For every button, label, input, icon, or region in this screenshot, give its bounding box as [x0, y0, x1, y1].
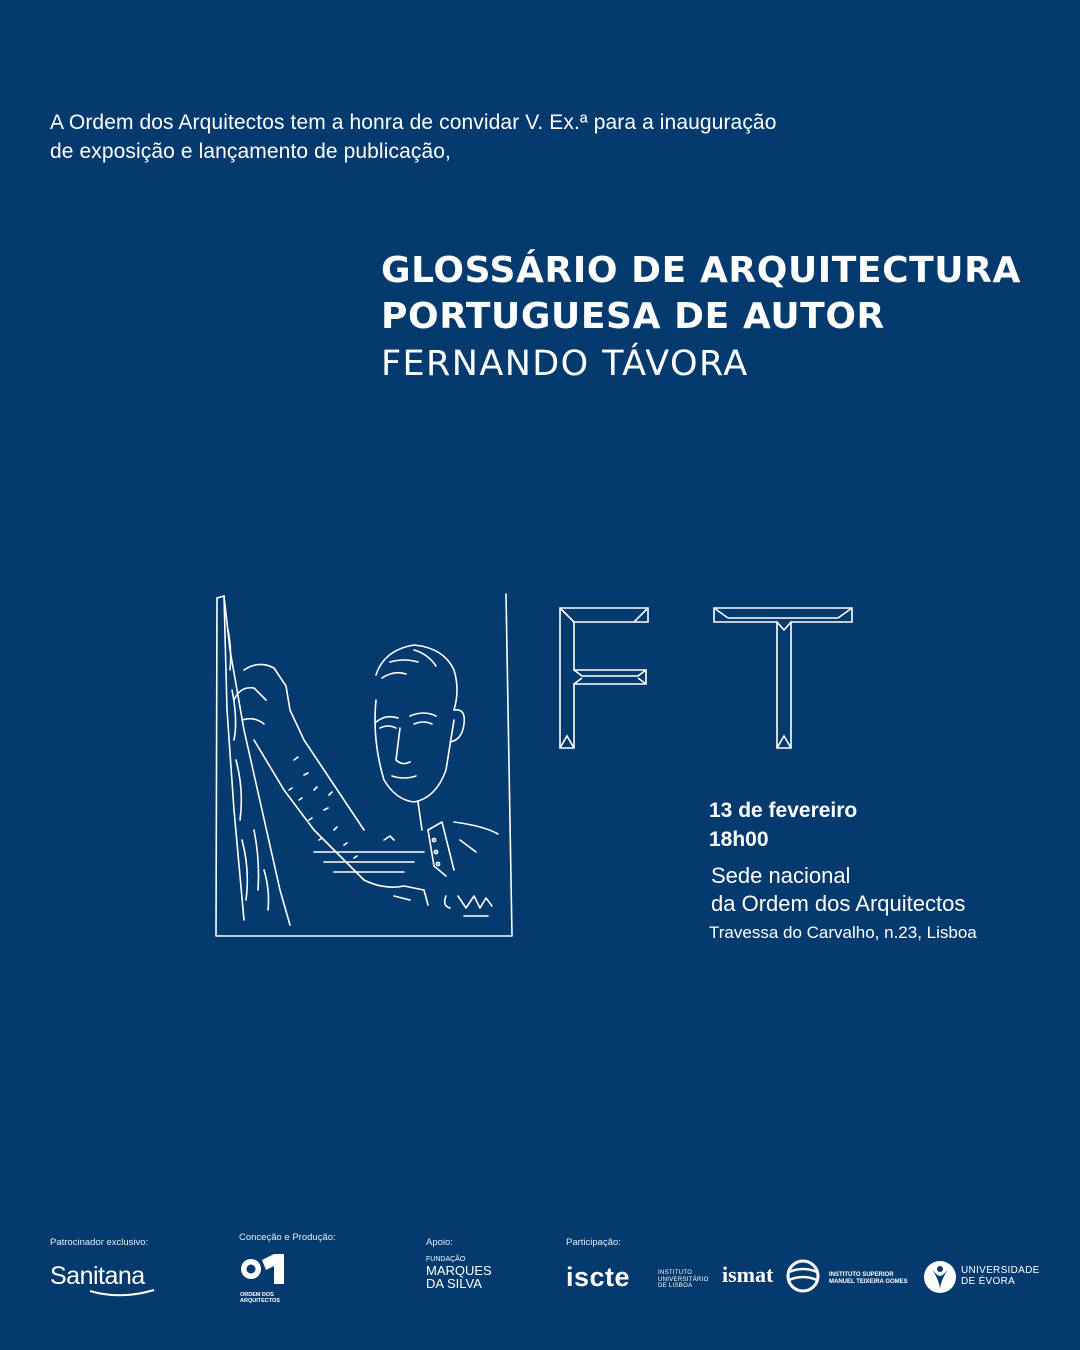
invitation-text [50, 108, 950, 166]
event-info [709, 796, 1069, 944]
sanitana-wordmark: Sanitana [50, 1262, 145, 1290]
event-time: 18h00 [709, 828, 769, 851]
iscte-wordmark: iscte [566, 1262, 631, 1292]
production-label: Conceção e Produção: [239, 1232, 336, 1243]
iscte-subtitle [658, 1270, 709, 1290]
participation-label: Participação: [566, 1237, 621, 1248]
event-venue [709, 862, 1069, 918]
fms-line-3: DA SILVA [426, 1276, 482, 1291]
fms-line-1: FUNDAÇÃO [426, 1256, 466, 1263]
sanitana-logo [50, 1262, 145, 1291]
ft-monogram-logo [558, 606, 854, 752]
ordem-arquitectos-logo [240, 1252, 286, 1304]
title-line-1: GLOSSÁRIO DE ARQUITECTURA [381, 250, 1021, 291]
invitation-line-2: de exposição e lançamento de publicação, [50, 140, 451, 163]
title-block [381, 248, 1061, 388]
universidade-evora-wordmark [961, 1265, 1040, 1287]
ismat-sub-line-1: INSTITUTO SUPERIOR [829, 1272, 894, 1278]
event-date: 13 de fevereiro [709, 799, 858, 822]
fundacao-marques-da-silva-logo [426, 1256, 492, 1290]
support-label: Apoio: [426, 1237, 453, 1248]
iscte-sub-line-2: UNIVERSITÁRIO [658, 1276, 709, 1283]
author-name: FERNANDO TÁVORA [381, 344, 749, 384]
oa-mark-icon [240, 1252, 286, 1286]
iscte-sub-line-1: INSTITUTO [658, 1270, 693, 1276]
ismat-wordmark: ismat [722, 1262, 774, 1287]
portrait-sketch-illustration [214, 590, 516, 940]
ue-line-2: DE ÉVORA [961, 1276, 1016, 1287]
venue-line-1: Sede nacional [711, 863, 851, 888]
oa-wordmark: ORDEM DOS ARQUITECTOS [240, 1292, 280, 1304]
sanitana-swoosh-icon [50, 1288, 160, 1298]
ismat-globe-icon [785, 1258, 821, 1294]
venue-line-2: da Ordem dos Arquitectos [711, 891, 966, 916]
fms-line-2: MARQUES [426, 1263, 492, 1278]
title-line-2: PORTUGUESA DE AUTOR [381, 296, 885, 337]
exclusive-sponsor-label: Patrocinador exclusivo: [50, 1237, 149, 1248]
ismat-subtitle [829, 1272, 908, 1286]
universidade-evora-emblem-icon [923, 1260, 957, 1294]
iscte-sub-line-3: DE LISBOA [658, 1283, 693, 1289]
invitation-line-1: A Ordem dos Arquitectos tem a honra de convidar V. Ex.ª para a inauguração [50, 111, 777, 134]
event-address: Travessa do Carvalho, n.23, Lisboa [709, 923, 977, 942]
ue-line-1: UNIVERSIDADE [961, 1265, 1040, 1276]
ismat-sub-line-2: MANUEL TEIXEIRA GOMES [829, 1279, 908, 1285]
